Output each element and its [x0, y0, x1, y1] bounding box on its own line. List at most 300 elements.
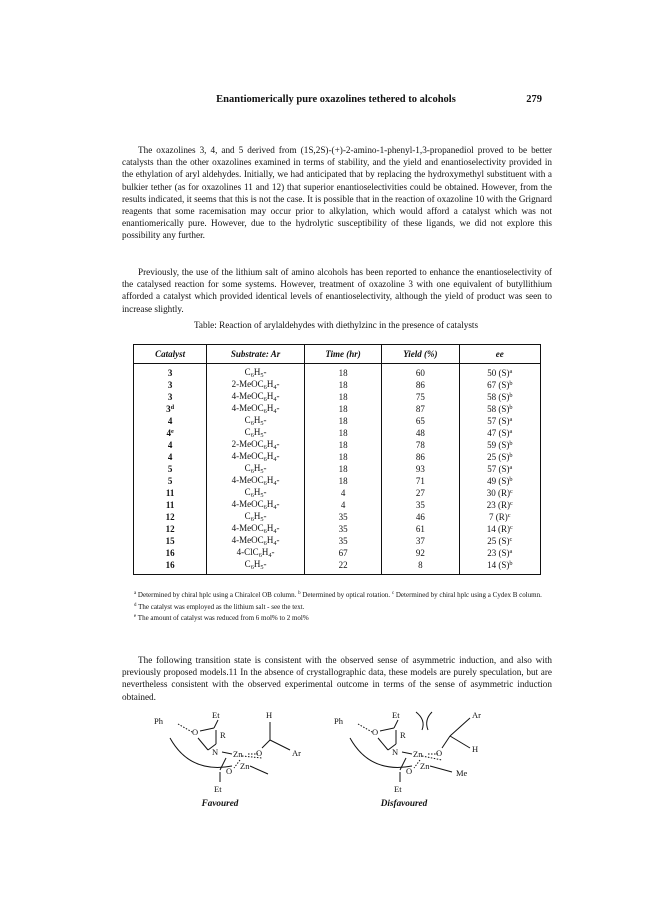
- substrate-subscript: 6: [263, 504, 267, 511]
- table-row: [134, 523, 541, 535]
- ee-footnote-mark: a: [509, 428, 513, 435]
- substrate-part: -: [276, 391, 280, 401]
- catalyst-number: 4: [166, 428, 171, 438]
- catalyst-footnote-mark: d: [170, 404, 175, 411]
- cell-yield: 65: [382, 415, 459, 427]
- substrate-part: -: [276, 439, 280, 449]
- fav-o1-label: O: [192, 727, 199, 737]
- fav-zn1-label: Zn: [233, 749, 243, 759]
- substrate-part: 4-MeOC: [231, 535, 264, 545]
- ee-footnote-mark: c: [509, 536, 513, 543]
- cell-time: 67: [304, 547, 381, 559]
- catalyst-number: 16: [165, 548, 175, 558]
- cell-ee: [459, 511, 540, 523]
- cell-yield: 71: [382, 475, 459, 487]
- table-row: [134, 475, 541, 487]
- substrate-subscript: 6: [263, 396, 267, 403]
- header-time: Time (hr): [304, 345, 381, 364]
- catalyst-number: 11: [165, 500, 175, 510]
- substrate-subscript: 5: [260, 564, 264, 571]
- footnote-a-text: Determined by chiral hplc using a Chiralcel OB column.: [136, 591, 299, 599]
- cell-yield: 86: [382, 379, 459, 391]
- cell-time: 18: [304, 415, 381, 427]
- cell-ee: [459, 463, 540, 475]
- ee-footnote-mark: a: [509, 416, 513, 423]
- catalyst-number: 3: [167, 368, 173, 378]
- cell-yield: 46: [382, 511, 459, 523]
- cell-catalyst: [134, 391, 207, 403]
- substrate-part: C: [244, 559, 251, 569]
- substrate-subscript: 5: [260, 372, 264, 379]
- cell-substrate: [207, 439, 305, 451]
- substrate-part: -: [276, 475, 280, 485]
- substrate-part: 4-MeOC: [231, 391, 264, 401]
- footnote-line-2: [134, 612, 544, 624]
- substrate-part: -: [263, 511, 267, 521]
- substrate-subscript: 4: [273, 540, 277, 547]
- ee-value: 67 (S): [487, 380, 510, 390]
- fav-o3-label: O: [226, 766, 233, 776]
- dis-me-label: Me: [456, 768, 468, 778]
- substrate-part: C: [244, 427, 251, 437]
- ee-footnote-mark: c: [507, 512, 511, 519]
- cell-time: 18: [304, 364, 381, 380]
- table-row: [134, 415, 541, 427]
- substrate-subscript: 6: [263, 480, 267, 487]
- cell-ee: [459, 451, 540, 463]
- dis-et1-label: Et: [392, 710, 400, 720]
- cell-time: 4: [304, 499, 381, 511]
- catalyst-footnote-mark: e: [170, 428, 174, 435]
- cell-time: 35: [304, 511, 381, 523]
- ee-value: 57 (S): [487, 464, 510, 474]
- cell-substrate: [207, 463, 305, 475]
- catalyst-number: 4: [167, 452, 173, 462]
- disfavoured-structure: [330, 708, 520, 796]
- cell-time: 18: [304, 427, 381, 439]
- footnote-e-mark: e: [134, 614, 137, 619]
- cell-substrate: [207, 535, 305, 547]
- substrate-part: -: [276, 523, 280, 533]
- substrate-subscript: 6: [250, 516, 254, 523]
- cell-catalyst: [134, 364, 207, 380]
- substrate-part: -: [276, 499, 280, 509]
- header-substrate: Substrate: Ar: [207, 345, 305, 364]
- cell-substrate: [207, 379, 305, 391]
- footnote-c-text: Determined by chiral hplc using a Cydex B column.: [394, 591, 542, 599]
- favoured-transition-state: [150, 708, 330, 808]
- cell-catalyst: [134, 403, 207, 415]
- substrate-subscript: 6: [250, 564, 254, 571]
- cell-ee: [459, 403, 540, 415]
- substrate-part: H: [266, 535, 274, 545]
- ee-footnote-mark: c: [510, 500, 513, 507]
- table-row: [134, 535, 541, 547]
- dis-zn2-label: Zn: [420, 761, 430, 771]
- substrate-part: 4-MeOC: [231, 451, 264, 461]
- fav-et1-label: Et: [212, 710, 220, 720]
- substrate-part: H: [266, 439, 274, 449]
- substrate-subscript: 4: [273, 456, 277, 463]
- ee-value: 58 (S): [487, 392, 510, 402]
- substrate-part: 4-MeOC: [231, 499, 264, 509]
- favoured-structure: [150, 708, 330, 796]
- substrate-part: -: [263, 487, 267, 497]
- substrate-part: C: [244, 415, 251, 425]
- cell-substrate: [207, 391, 305, 403]
- cell-time: 18: [304, 463, 381, 475]
- substrate-subscript: 5: [260, 492, 264, 499]
- substrate-subscript: 4: [273, 384, 277, 391]
- cell-time: 18: [304, 451, 381, 463]
- footnote-d-mark: d: [134, 602, 137, 608]
- cell-ee: [459, 523, 540, 535]
- cell-ee: [459, 379, 540, 391]
- footnote-c-mark: c: [391, 591, 395, 596]
- paragraph-2: [122, 266, 552, 315]
- ee-value: 7 (R): [489, 512, 508, 522]
- substrate-part: H: [253, 367, 261, 377]
- header-ee: ee: [459, 345, 540, 364]
- cell-catalyst: [134, 535, 207, 547]
- substrate-part: -: [271, 547, 275, 557]
- cell-yield: 48: [382, 427, 459, 439]
- table-row: [134, 379, 541, 391]
- footnote-a-mark: a: [134, 591, 137, 596]
- cell-substrate: [207, 559, 305, 575]
- ee-footnote-mark: b: [509, 560, 513, 567]
- ee-value: 49 (S): [487, 476, 510, 486]
- cell-ee: [459, 535, 540, 547]
- cell-time: 35: [304, 523, 381, 535]
- substrate-part: -: [276, 403, 280, 413]
- dis-r-label: R: [400, 730, 406, 740]
- cell-time: 18: [304, 403, 381, 415]
- cell-substrate: [207, 511, 305, 523]
- substrate-part: 2-MeOC: [231, 379, 264, 389]
- ee-footnote-mark: b: [509, 476, 513, 483]
- cell-substrate: [207, 403, 305, 415]
- table-row: [134, 391, 541, 403]
- substrate-part: H: [266, 391, 274, 401]
- substrate-subscript: 5: [260, 420, 264, 427]
- favoured-caption: Favoured: [201, 798, 239, 808]
- table-caption: Table: Reaction of arylaldehydes with diethylzinc in the presence of catalysts: [193, 320, 479, 330]
- dis-zn1-label: Zn: [413, 749, 423, 759]
- cell-yield: 27: [382, 487, 459, 499]
- cell-ee: [459, 427, 540, 439]
- cell-catalyst: [134, 523, 207, 535]
- footnote-b-mark: b: [298, 591, 301, 596]
- footnote-b-text: Determined by optical rotation.: [300, 591, 392, 599]
- table-row: [134, 439, 541, 451]
- catalyst-number: 3: [166, 404, 171, 414]
- substrate-part: -: [276, 451, 280, 461]
- catalyst-number: 4: [167, 440, 173, 450]
- substrate-subscript: 6: [250, 420, 254, 427]
- ee-value: 14 (S): [487, 560, 510, 570]
- page-number: 279: [526, 94, 542, 105]
- ee-footnote-mark: b: [509, 392, 513, 399]
- fav-ph-label: Ph: [154, 716, 163, 726]
- substrate-subscript: 6: [258, 552, 262, 559]
- cell-yield: 93: [382, 463, 459, 475]
- substrate-part: H: [266, 403, 274, 413]
- cell-substrate: [207, 547, 305, 559]
- substrate-part: C: [244, 463, 251, 473]
- catalyst-number: 3: [167, 380, 173, 390]
- cell-ee: [459, 499, 540, 511]
- ee-value: 50 (S): [487, 368, 510, 378]
- cell-catalyst: [134, 379, 207, 391]
- substrate-part: C: [244, 487, 251, 497]
- cell-time: 18: [304, 379, 381, 391]
- substrate-part: -: [263, 559, 267, 569]
- ee-value: 23 (S): [487, 548, 510, 558]
- substrate-part: -: [263, 463, 267, 473]
- cell-catalyst: [134, 511, 207, 523]
- paragraph-1: [122, 144, 552, 242]
- ee-value: 57 (S): [487, 416, 510, 426]
- substrate-subscript: 4: [273, 444, 277, 451]
- substrate-part: H: [253, 415, 261, 425]
- ee-footnote-mark: b: [509, 404, 513, 411]
- cell-substrate: [207, 499, 305, 511]
- cell-ee: [459, 547, 540, 559]
- catalyst-number: 12: [165, 524, 175, 534]
- fav-r-label: R: [220, 730, 226, 740]
- dis-o3-label: O: [406, 766, 413, 776]
- fav-o2-label: O: [256, 748, 263, 758]
- ee-value: 14 (R): [486, 524, 511, 534]
- catalyst-number: 5: [167, 464, 173, 474]
- cell-ee: [459, 475, 540, 487]
- dis-h-label: H: [472, 744, 479, 754]
- fav-h-label: H: [266, 710, 273, 720]
- cell-substrate: [207, 427, 305, 439]
- substrate-part: H: [261, 547, 269, 557]
- ee-footnote-mark: a: [509, 464, 513, 471]
- substrate-subscript: 6: [263, 540, 267, 547]
- substrate-subscript: 6: [250, 432, 254, 439]
- cell-catalyst: [134, 451, 207, 463]
- ee-footnote-mark: c: [510, 488, 513, 495]
- substrate-subscript: 6: [263, 456, 267, 463]
- substrate-part: C: [244, 367, 251, 377]
- cell-substrate: [207, 451, 305, 463]
- ee-value: 25 (S): [487, 536, 510, 546]
- cell-substrate: [207, 523, 305, 535]
- fav-n-label: N: [212, 747, 219, 757]
- cell-catalyst: [134, 439, 207, 451]
- table-row: [134, 463, 541, 475]
- substrate-subscript: 4: [273, 408, 277, 415]
- cell-yield: 35: [382, 499, 459, 511]
- catalyst-number: 12: [165, 512, 175, 522]
- substrate-part: H: [266, 475, 274, 485]
- running-title: Enantiomerically pure oxazolines tethered to alcohols: [216, 94, 456, 105]
- dis-ph-label: Ph: [334, 716, 343, 726]
- cell-time: 35: [304, 535, 381, 547]
- substrate-subscript: 6: [250, 372, 254, 379]
- cell-yield: 60: [382, 364, 459, 380]
- ee-footnote-mark: b: [509, 440, 513, 447]
- ee-value: 25 (S): [487, 452, 510, 462]
- substrate-part: -: [263, 367, 267, 377]
- substrate-part: -: [263, 427, 267, 437]
- catalyst-number: 11: [165, 488, 175, 498]
- substrate-subscript: 5: [260, 432, 264, 439]
- substrate-subscript: 6: [263, 408, 267, 415]
- cell-time: 22: [304, 559, 381, 575]
- catalyst-number: 5: [167, 476, 173, 486]
- ee-footnote-mark: a: [509, 548, 513, 555]
- cell-catalyst: [134, 463, 207, 475]
- substrate-subscript: 6: [250, 492, 254, 499]
- disfavoured-transition-state: [330, 708, 520, 808]
- substrate-part: 4-MeOC: [231, 403, 264, 413]
- substrate-subscript: 6: [250, 468, 254, 475]
- cell-ee: [459, 415, 540, 427]
- substrate-subscript: 5: [260, 468, 264, 475]
- substrate-part: -: [276, 379, 280, 389]
- cell-ee: [459, 487, 540, 499]
- substrate-part: H: [253, 559, 261, 569]
- results-table: [133, 344, 541, 575]
- dis-o2-label: O: [436, 748, 443, 758]
- substrate-part: H: [253, 511, 261, 521]
- substrate-subscript: 4: [273, 396, 277, 403]
- paragraph-2-text: Previously, the use of the lithium salt of amino alcohols has been reported to enhance the enantioselectivity of the catalysed reaction for some systems. However, treatment of oxazoline 3 with one equivalent of butyllithium afforded a catalyst which provided identical levels of enantioselectivity, although the yield of product was seen to increase slightly.: [122, 267, 552, 314]
- cell-ee: [459, 439, 540, 451]
- substrate-part: H: [266, 451, 274, 461]
- cell-catalyst: [134, 415, 207, 427]
- cell-substrate: [207, 415, 305, 427]
- ee-value: 30 (R): [486, 488, 511, 498]
- substrate-subscript: 6: [263, 384, 267, 391]
- substrate-part: -: [276, 535, 280, 545]
- substrate-part: H: [266, 523, 274, 533]
- cell-yield: 78: [382, 439, 459, 451]
- catalyst-number: 15: [165, 536, 175, 546]
- substrate-subscript: 4: [273, 480, 277, 487]
- fav-zn2-label: Zn: [240, 761, 250, 771]
- catalyst-number: 4: [167, 416, 173, 426]
- table-row: [134, 364, 541, 380]
- cell-catalyst: [134, 499, 207, 511]
- cell-catalyst: [134, 475, 207, 487]
- substrate-subscript: 5: [260, 516, 264, 523]
- substrate-part: H: [266, 499, 274, 509]
- cell-substrate: [207, 475, 305, 487]
- footnote-d-text: The catalyst was employed as the lithium salt - see the text.: [136, 602, 305, 611]
- cell-yield: 87: [382, 403, 459, 415]
- ee-value: 47 (S): [487, 428, 510, 438]
- table-row: [134, 511, 541, 523]
- disfavoured-caption: Disfavoured: [380, 798, 428, 808]
- substrate-part: H: [253, 427, 261, 437]
- substrate-part: H: [253, 487, 261, 497]
- cell-yield: 8: [382, 559, 459, 575]
- fav-ar-label: Ar: [292, 748, 301, 758]
- dis-n-label: N: [392, 747, 399, 757]
- table-row: [134, 451, 541, 463]
- table-row: [134, 499, 541, 511]
- footnote-line-1: [134, 589, 544, 612]
- substrate-subscript: 4: [273, 528, 277, 535]
- cell-yield: 61: [382, 523, 459, 535]
- cell-time: 18: [304, 475, 381, 487]
- paragraph-3: [122, 654, 552, 703]
- substrate-part: 4-MeOC: [231, 475, 264, 485]
- substrate-subscript: 4: [273, 504, 277, 511]
- substrate-part: C: [244, 511, 251, 521]
- ee-value: 59 (S): [487, 440, 510, 450]
- substrate-subscript: 4: [268, 552, 272, 559]
- substrate-part: H: [253, 463, 261, 473]
- dis-et2-label: Et: [394, 784, 402, 794]
- substrate-part: H: [266, 379, 274, 389]
- paragraph-1-text: The oxazolines 3, 4, and 5 derived from (1S,2S)-(+)-2-amino-1-phenyl-1,3-propanediol proved to be better catalysts than the other oxazolines examined in terms of stability, and the yield and enantioselectivity provided in the ethylation of aryl aldehydes. Initially, we had anticipated that by replacing the hydroxymethyl substituent with a bulkier tether (as for oxazolines 11 and 12) that superior enantioselectivities could be obtained. However, from the results indicated, it seems that this is not the case. It is possible that in the reaction of oxazoline 10 with the Grignard reagents that some racemisation may occur prior to alkylation, which would afford a catalyst which was not enantiomerically pure. However, due to the hydrolytic susceptibility of these ligands, we did not explore this possibility any further.: [122, 145, 552, 241]
- cell-ee: [459, 559, 540, 575]
- table-row: [134, 403, 541, 415]
- cell-yield: 37: [382, 535, 459, 547]
- paragraph-3-text: The following transition state is consistent with the observed sense of asymmetric induction, and also with previously proposed models.11 In the absence of crystallographic data, these models are purely speculation, but are nevertheless consistent with the observed experimental outcome in terms of the sense of asymmetric induction obtained.: [122, 655, 552, 702]
- substrate-subscript: 6: [263, 528, 267, 535]
- table-header-row: [134, 345, 541, 364]
- table-row: [134, 559, 541, 575]
- ee-footnote-mark: a: [509, 368, 513, 375]
- header-yield: Yield (%): [382, 345, 459, 364]
- cell-substrate: [207, 364, 305, 380]
- table-row: [134, 547, 541, 559]
- ee-value: 23 (R): [486, 500, 511, 510]
- cell-time: 4: [304, 487, 381, 499]
- dis-o1-label: O: [372, 727, 379, 737]
- cell-substrate: [207, 487, 305, 499]
- cell-catalyst: [134, 487, 207, 499]
- cell-ee: [459, 391, 540, 403]
- cell-yield: 86: [382, 451, 459, 463]
- substrate-part: 4-MeOC: [231, 523, 264, 533]
- table-row: [134, 427, 541, 439]
- cell-catalyst: [134, 547, 207, 559]
- cell-time: 18: [304, 439, 381, 451]
- cell-catalyst: [134, 559, 207, 575]
- catalyst-number: 16: [165, 560, 175, 570]
- cell-yield: 75: [382, 391, 459, 403]
- table-body: [134, 364, 541, 575]
- substrate-subscript: 6: [263, 444, 267, 451]
- ee-value: 58 (S): [487, 404, 510, 414]
- catalyst-number: 3: [167, 392, 173, 402]
- substrate-part: -: [263, 415, 267, 425]
- cell-catalyst: [134, 427, 207, 439]
- cell-time: 18: [304, 391, 381, 403]
- cell-ee: [459, 364, 540, 380]
- ee-footnote-mark: c: [510, 524, 513, 531]
- cell-yield: 92: [382, 547, 459, 559]
- ee-footnote-mark: b: [509, 380, 513, 387]
- substrate-part: 2-MeOC: [231, 439, 264, 449]
- footnote-e-text: The amount of catalyst was reduced from 6 mol% to 2 mol%: [136, 614, 309, 622]
- substrate-part: 4-ClC: [236, 547, 259, 557]
- table-row: [134, 487, 541, 499]
- header-catalyst: Catalyst: [134, 345, 207, 364]
- dis-ar-label: Ar: [472, 710, 481, 720]
- fav-et2-label: Et: [214, 784, 222, 794]
- table-footnotes: [134, 589, 544, 624]
